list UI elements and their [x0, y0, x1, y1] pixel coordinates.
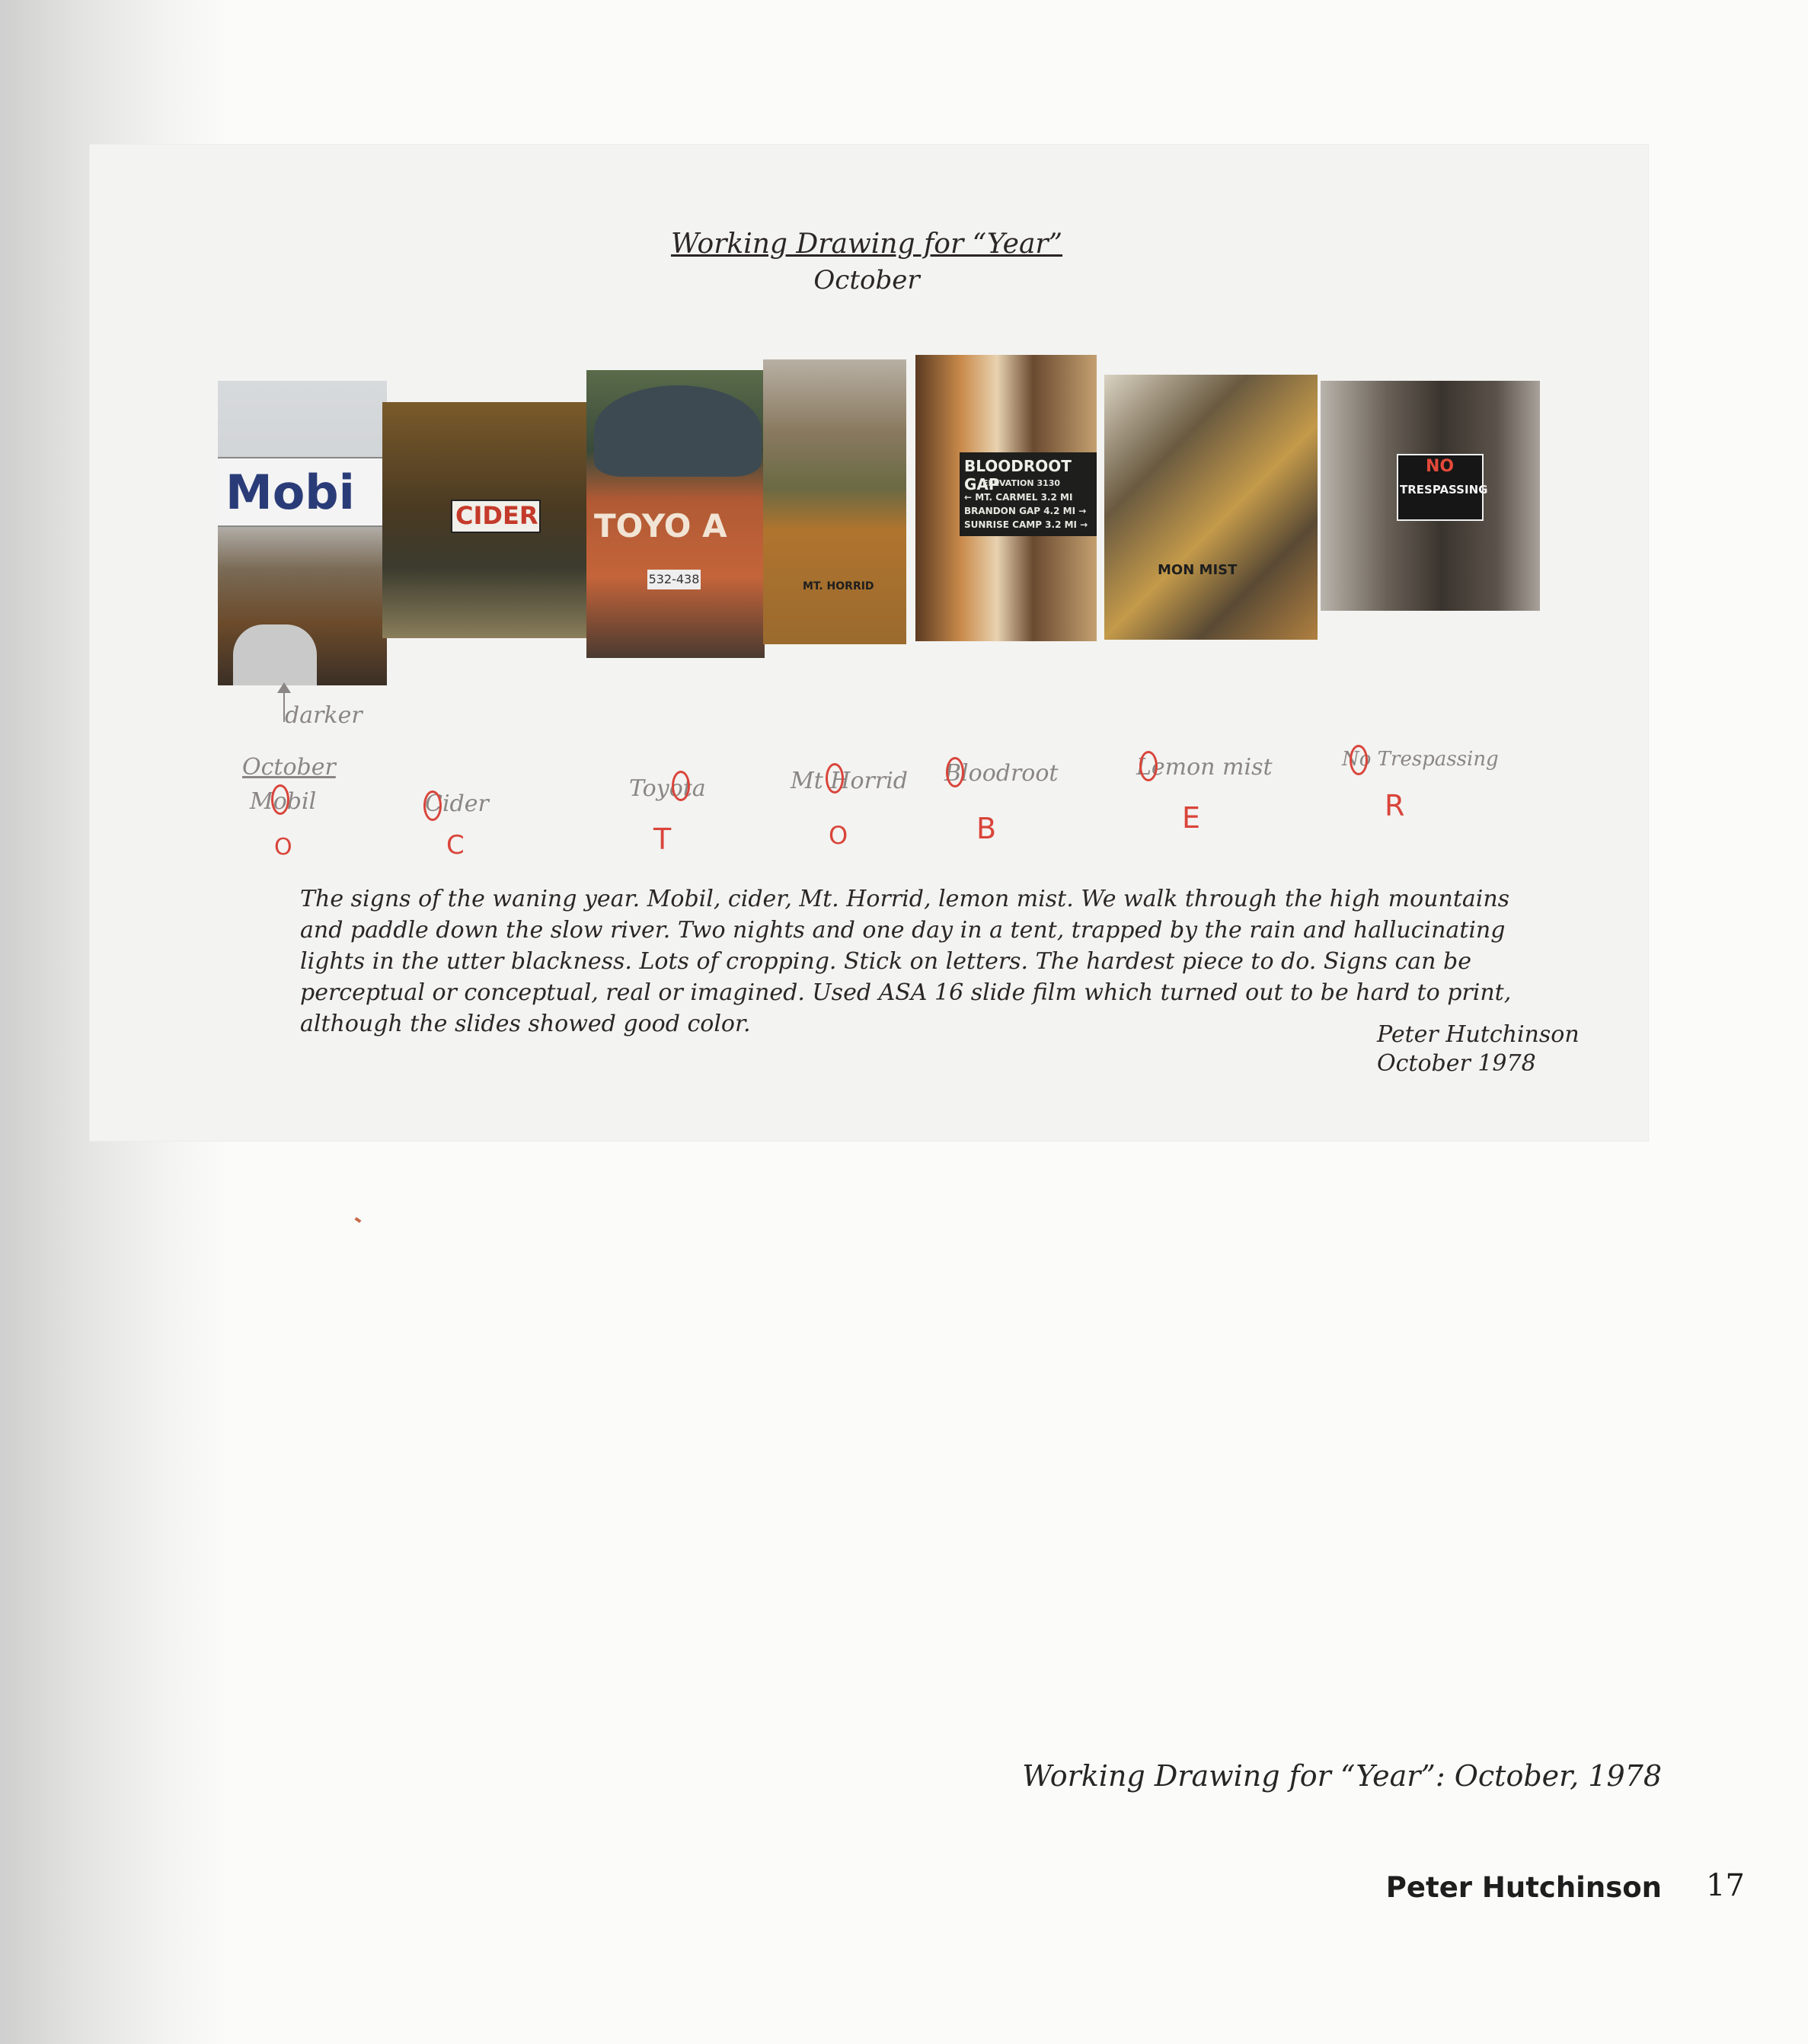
photo-bloodroot-line-4: SUNRISE CAMP 3.2 MI →: [964, 519, 1088, 530]
label-mobil: Mobil: [250, 788, 317, 815]
red-o-mt-horrid: [826, 763, 844, 794]
photo-no-trespassing: [1321, 381, 1540, 611]
artwork-month: October: [813, 265, 920, 295]
red-o-no-trespassing: [1350, 745, 1368, 775]
photo-toyota: [586, 370, 765, 658]
photo-lemon-mist: [1104, 375, 1318, 640]
photo-mt-horrid-sign: MT. HORRID: [803, 580, 874, 592]
photo-bloodroot-line-1: ELEVATION 3130: [982, 478, 1061, 488]
letter-o-1: O: [274, 834, 292, 861]
paper-speck: [355, 1217, 362, 1223]
photo-bloodroot-line-2: ← MT. CARMEL 3.2 MI: [964, 492, 1073, 503]
letter-e: E: [1182, 801, 1201, 835]
photo-bloodroot-line-3: BRANDON GAP 4.2 MI →: [964, 506, 1087, 516]
artwork-handwritten-paragraph: The signs of the waning year. Mobil, cider, Mt. Horrid, lemon mist. We walk through the high mountains and paddle down the slow river. Two nights and one day in a tent, trapped by the rain and hallucinating lights in the utter blackness. Lots of cropping. Stick on letters. The hardest piece to do. Signs can be perceptual or conceptual, real or imagined. Used ASA 16 slide film which turned out to be hard to print, although the slides showed good color.: [300, 886, 1512, 1037]
photo-no-trespassing-sign-top: NO: [1426, 457, 1455, 476]
photo-toyota-plate: 532-438: [647, 570, 701, 589]
artwork-reproduction: [90, 145, 1648, 1141]
photo-lemon-mist-sign: MON MIST: [1158, 562, 1238, 578]
artwork-signature: [1377, 1020, 1580, 1078]
letter-o-2: O: [829, 821, 848, 850]
label-lemon-mist: Lemon mist: [1136, 754, 1273, 781]
artwork-title: Working Drawing for “Year”: [670, 228, 1063, 260]
figure-caption: Working Drawing for “Year”: October, 1978: [1022, 1759, 1662, 1793]
letter-r: R: [1385, 789, 1405, 822]
red-o-bloodroot: [946, 757, 964, 787]
photo-mobil-sign: Mobi: [225, 465, 355, 520]
footer-author: Peter Hutchinson: [1385, 1871, 1662, 1904]
photo-bloodroot-sign: BLOODROOT GAP: [964, 457, 1072, 493]
red-o-cider: [423, 790, 442, 821]
note-october: October: [242, 754, 336, 781]
photo-mt-horrid: [763, 359, 906, 644]
letter-t: T: [653, 822, 672, 856]
photo-no-trespassing-sign: TRESPASSING: [1400, 483, 1488, 497]
red-o-lemon-mist: [1139, 751, 1158, 781]
label-bloodroot: Bloodroot: [944, 760, 1059, 787]
page-number: 17: [1706, 1868, 1745, 1903]
letter-c: C: [446, 830, 465, 861]
label-mt-horrid: Mt Horrid: [791, 768, 909, 794]
label-no-trespassing: No Trespassing: [1342, 748, 1499, 771]
photo-bloodroot: [915, 355, 1097, 641]
signature-name: Peter Hutchinson: [1377, 1021, 1580, 1048]
label-toyota: Toyota: [629, 775, 706, 802]
photo-mobil: [218, 381, 387, 685]
red-o-toyota: [672, 771, 690, 801]
red-o-mobil: [271, 784, 289, 815]
label-cider: Cider: [425, 790, 489, 817]
note-darker: darker: [285, 702, 363, 729]
letter-b: B: [976, 812, 997, 845]
photo-toyota-sign: TOYO A: [594, 507, 727, 545]
photo-cider-sign: CIDER: [455, 501, 538, 530]
photo-cider: [382, 402, 589, 638]
signature-date: October 1978: [1377, 1050, 1536, 1077]
